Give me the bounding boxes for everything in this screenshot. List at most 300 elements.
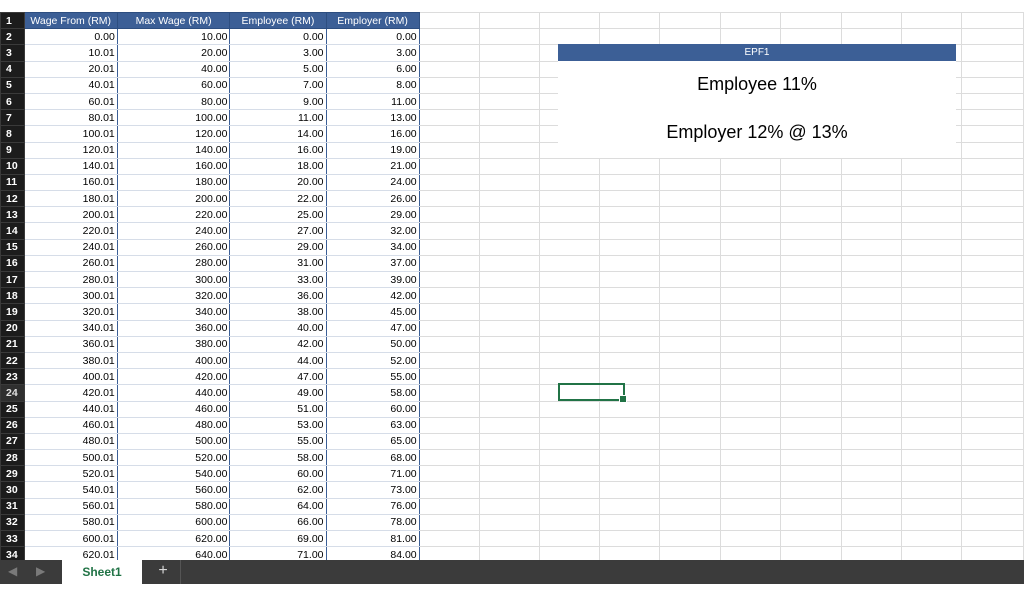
empty-cell[interactable] — [600, 239, 660, 255]
empty-cell[interactable] — [901, 272, 961, 288]
empty-cell[interactable] — [419, 466, 479, 482]
table-row[interactable] — [1, 498, 1024, 514]
empty-cell[interactable] — [961, 191, 1023, 207]
table-row[interactable] — [1, 433, 1024, 449]
data-cell[interactable]: 0.00 — [230, 29, 326, 45]
data-cell[interactable]: 140.00 — [117, 142, 230, 158]
empty-cell[interactable] — [721, 207, 781, 223]
data-cell[interactable]: 600.00 — [117, 514, 230, 530]
row-header[interactable]: 17 — [1, 272, 25, 288]
data-cell[interactable]: 29.00 — [230, 239, 326, 255]
empty-cell[interactable] — [961, 29, 1023, 45]
empty-cell[interactable] — [781, 547, 841, 560]
data-cell[interactable]: 36.00 — [230, 288, 326, 304]
data-cell[interactable]: 51.00 — [230, 401, 326, 417]
row-header[interactable]: 19 — [1, 304, 25, 320]
data-cell[interactable]: 500.00 — [117, 433, 230, 449]
table-row[interactable] — [1, 13, 1024, 29]
empty-cell[interactable] — [539, 191, 599, 207]
empty-cell[interactable] — [841, 514, 901, 530]
empty-cell[interactable] — [539, 466, 599, 482]
empty-cell[interactable] — [961, 498, 1023, 514]
empty-cell[interactable] — [419, 239, 479, 255]
empty-cell[interactable] — [539, 320, 599, 336]
empty-cell[interactable] — [781, 158, 841, 174]
empty-cell[interactable] — [539, 304, 599, 320]
empty-cell[interactable] — [901, 255, 961, 271]
table-row[interactable] — [1, 352, 1024, 368]
empty-cell[interactable] — [419, 288, 479, 304]
empty-cell[interactable] — [660, 401, 721, 417]
empty-cell[interactable] — [479, 126, 539, 142]
empty-cell[interactable] — [660, 547, 721, 560]
empty-cell[interactable] — [781, 336, 841, 352]
empty-cell[interactable] — [419, 29, 479, 45]
empty-cell[interactable] — [479, 433, 539, 449]
empty-cell[interactable] — [660, 174, 721, 190]
data-cell[interactable]: 140.01 — [24, 158, 117, 174]
data-cell[interactable]: 20.01 — [24, 61, 117, 77]
empty-cell[interactable] — [721, 272, 781, 288]
empty-cell[interactable] — [721, 450, 781, 466]
empty-cell[interactable] — [539, 255, 599, 271]
data-cell[interactable]: 260.00 — [117, 239, 230, 255]
empty-cell[interactable] — [961, 531, 1023, 547]
empty-cell[interactable] — [841, 352, 901, 368]
data-cell[interactable]: 60.00 — [117, 77, 230, 93]
empty-cell[interactable] — [600, 482, 660, 498]
data-cell[interactable]: 27.00 — [230, 223, 326, 239]
empty-cell[interactable] — [961, 401, 1023, 417]
empty-cell[interactable] — [419, 320, 479, 336]
empty-cell[interactable] — [660, 385, 721, 401]
empty-cell[interactable] — [539, 514, 599, 530]
empty-cell[interactable] — [539, 352, 599, 368]
empty-cell[interactable] — [841, 304, 901, 320]
empty-cell[interactable] — [721, 304, 781, 320]
empty-cell[interactable] — [841, 498, 901, 514]
empty-cell[interactable] — [479, 223, 539, 239]
row-header[interactable]: 24 — [1, 385, 25, 401]
empty-cell[interactable] — [660, 514, 721, 530]
row-header[interactable]: 11 — [1, 174, 25, 190]
row-header[interactable]: 2 — [1, 29, 25, 45]
data-cell[interactable]: 3.00 — [230, 45, 326, 61]
empty-cell[interactable] — [721, 352, 781, 368]
data-cell[interactable]: 39.00 — [326, 272, 419, 288]
table-row[interactable] — [1, 385, 1024, 401]
empty-cell[interactable] — [781, 450, 841, 466]
table-row[interactable] — [1, 417, 1024, 433]
empty-cell[interactable] — [721, 547, 781, 560]
empty-cell[interactable] — [901, 239, 961, 255]
empty-cell[interactable] — [721, 158, 781, 174]
column-header-cell[interactable]: Wage From (RM) — [24, 13, 117, 29]
row-header[interactable]: 28 — [1, 450, 25, 466]
table-row[interactable] — [1, 369, 1024, 385]
table-row[interactable] — [1, 174, 1024, 190]
empty-cell[interactable] — [419, 401, 479, 417]
empty-cell[interactable] — [419, 158, 479, 174]
data-cell[interactable]: 280.01 — [24, 272, 117, 288]
data-cell[interactable]: 300.00 — [117, 272, 230, 288]
column-header-cell[interactable]: Max Wage (RM) — [117, 13, 230, 29]
data-cell[interactable]: 160.01 — [24, 174, 117, 190]
empty-cell[interactable] — [419, 417, 479, 433]
empty-cell[interactable] — [841, 433, 901, 449]
data-cell[interactable]: 6.00 — [326, 61, 419, 77]
data-cell[interactable]: 340.00 — [117, 304, 230, 320]
row-header[interactable]: 27 — [1, 433, 25, 449]
data-cell[interactable]: 78.00 — [326, 514, 419, 530]
data-cell[interactable]: 55.00 — [326, 369, 419, 385]
empty-cell[interactable] — [600, 514, 660, 530]
empty-cell[interactable] — [961, 514, 1023, 530]
empty-cell[interactable] — [419, 369, 479, 385]
empty-cell[interactable] — [600, 336, 660, 352]
empty-cell[interactable] — [419, 498, 479, 514]
empty-cell[interactable] — [600, 207, 660, 223]
data-cell[interactable]: 73.00 — [326, 482, 419, 498]
data-cell[interactable]: 380.00 — [117, 336, 230, 352]
empty-cell[interactable] — [781, 433, 841, 449]
column-header-cell[interactable]: Employer (RM) — [326, 13, 419, 29]
data-cell[interactable]: 52.00 — [326, 352, 419, 368]
row-header[interactable]: 8 — [1, 126, 25, 142]
data-cell[interactable]: 21.00 — [326, 158, 419, 174]
data-cell[interactable]: 360.00 — [117, 320, 230, 336]
empty-cell[interactable] — [901, 401, 961, 417]
data-cell[interactable]: 34.00 — [326, 239, 419, 255]
empty-cell[interactable] — [961, 304, 1023, 320]
empty-cell[interactable] — [419, 336, 479, 352]
empty-cell[interactable] — [660, 223, 721, 239]
data-cell[interactable]: 10.01 — [24, 45, 117, 61]
data-cell[interactable]: 80.01 — [24, 110, 117, 126]
data-cell[interactable]: 320.00 — [117, 288, 230, 304]
empty-cell[interactable] — [841, 207, 901, 223]
empty-cell[interactable] — [841, 13, 901, 29]
empty-cell[interactable] — [781, 385, 841, 401]
empty-cell[interactable] — [841, 482, 901, 498]
data-cell[interactable]: 580.00 — [117, 498, 230, 514]
empty-cell[interactable] — [479, 142, 539, 158]
prev-sheet-icon[interactable]: ◀ — [8, 564, 18, 578]
table-row[interactable] — [1, 320, 1024, 336]
empty-cell[interactable] — [539, 547, 599, 560]
table-row[interactable] — [1, 191, 1024, 207]
empty-cell[interactable] — [479, 77, 539, 93]
empty-cell[interactable] — [841, 336, 901, 352]
empty-cell[interactable] — [600, 531, 660, 547]
data-cell[interactable]: 340.01 — [24, 320, 117, 336]
empty-cell[interactable] — [660, 369, 721, 385]
empty-cell[interactable] — [539, 223, 599, 239]
data-cell[interactable]: 640.00 — [117, 547, 230, 560]
empty-cell[interactable] — [901, 531, 961, 547]
data-cell[interactable]: 440.00 — [117, 385, 230, 401]
empty-cell[interactable] — [961, 61, 1023, 77]
data-cell[interactable]: 50.00 — [326, 336, 419, 352]
empty-cell[interactable] — [961, 385, 1023, 401]
empty-cell[interactable] — [479, 417, 539, 433]
empty-cell[interactable] — [721, 369, 781, 385]
empty-cell[interactable] — [419, 255, 479, 271]
empty-cell[interactable] — [419, 482, 479, 498]
empty-cell[interactable] — [660, 433, 721, 449]
empty-cell[interactable] — [961, 45, 1023, 61]
data-cell[interactable]: 31.00 — [230, 255, 326, 271]
empty-cell[interactable] — [539, 433, 599, 449]
empty-cell[interactable] — [961, 369, 1023, 385]
empty-cell[interactable] — [841, 369, 901, 385]
empty-cell[interactable] — [781, 13, 841, 29]
empty-cell[interactable] — [901, 547, 961, 560]
empty-cell[interactable] — [961, 207, 1023, 223]
row-header[interactable]: 15 — [1, 239, 25, 255]
data-cell[interactable]: 620.01 — [24, 547, 117, 560]
empty-cell[interactable] — [961, 110, 1023, 126]
empty-cell[interactable] — [479, 336, 539, 352]
empty-cell[interactable] — [841, 223, 901, 239]
table-row[interactable] — [1, 288, 1024, 304]
empty-cell[interactable] — [660, 466, 721, 482]
data-cell[interactable]: 200.01 — [24, 207, 117, 223]
row-header[interactable]: 22 — [1, 352, 25, 368]
data-cell[interactable]: 19.00 — [326, 142, 419, 158]
empty-cell[interactable] — [961, 272, 1023, 288]
empty-cell[interactable] — [600, 304, 660, 320]
empty-cell[interactable] — [721, 223, 781, 239]
empty-cell[interactable] — [600, 450, 660, 466]
data-cell[interactable]: 360.01 — [24, 336, 117, 352]
data-cell[interactable]: 76.00 — [326, 498, 419, 514]
empty-cell[interactable] — [419, 93, 479, 109]
empty-cell[interactable] — [781, 191, 841, 207]
data-cell[interactable]: 380.01 — [24, 352, 117, 368]
table-row[interactable] — [1, 207, 1024, 223]
data-cell[interactable]: 520.00 — [117, 450, 230, 466]
data-cell[interactable]: 480.00 — [117, 417, 230, 433]
empty-cell[interactable] — [841, 272, 901, 288]
data-cell[interactable]: 620.00 — [117, 531, 230, 547]
data-cell[interactable]: 40.00 — [117, 61, 230, 77]
data-cell[interactable]: 32.00 — [326, 223, 419, 239]
empty-cell[interactable] — [721, 336, 781, 352]
data-cell[interactable]: 240.01 — [24, 239, 117, 255]
table-row[interactable] — [1, 514, 1024, 530]
data-cell[interactable]: 80.00 — [117, 93, 230, 109]
empty-cell[interactable] — [781, 498, 841, 514]
data-cell[interactable]: 16.00 — [326, 126, 419, 142]
data-cell[interactable]: 58.00 — [230, 450, 326, 466]
empty-cell[interactable] — [419, 191, 479, 207]
empty-cell[interactable] — [721, 29, 781, 45]
data-cell[interactable]: 240.00 — [117, 223, 230, 239]
empty-cell[interactable] — [901, 369, 961, 385]
empty-cell[interactable] — [721, 401, 781, 417]
empty-cell[interactable] — [479, 272, 539, 288]
data-cell[interactable]: 14.00 — [230, 126, 326, 142]
row-header[interactable]: 7 — [1, 110, 25, 126]
data-cell[interactable]: 71.00 — [326, 466, 419, 482]
empty-cell[interactable] — [781, 207, 841, 223]
table-row[interactable] — [1, 401, 1024, 417]
empty-cell[interactable] — [961, 126, 1023, 142]
empty-cell[interactable] — [660, 498, 721, 514]
row-header[interactable]: 9 — [1, 142, 25, 158]
empty-cell[interactable] — [479, 239, 539, 255]
data-cell[interactable]: 540.00 — [117, 466, 230, 482]
empty-cell[interactable] — [961, 158, 1023, 174]
row-header[interactable]: 1 — [1, 13, 25, 29]
empty-cell[interactable] — [901, 13, 961, 29]
empty-cell[interactable] — [961, 93, 1023, 109]
empty-cell[interactable] — [660, 255, 721, 271]
data-cell[interactable]: 400.00 — [117, 352, 230, 368]
empty-cell[interactable] — [781, 29, 841, 45]
row-header[interactable]: 14 — [1, 223, 25, 239]
empty-cell[interactable] — [479, 369, 539, 385]
empty-cell[interactable] — [600, 417, 660, 433]
data-cell[interactable]: 49.00 — [230, 385, 326, 401]
empty-cell[interactable] — [479, 450, 539, 466]
empty-cell[interactable] — [600, 433, 660, 449]
empty-cell[interactable] — [479, 255, 539, 271]
row-header[interactable]: 20 — [1, 320, 25, 336]
data-cell[interactable]: 40.01 — [24, 77, 117, 93]
data-cell[interactable]: 60.00 — [230, 466, 326, 482]
empty-cell[interactable] — [600, 13, 660, 29]
table-row[interactable] — [1, 547, 1024, 560]
next-sheet-icon[interactable]: ▶ — [36, 564, 46, 578]
table-row[interactable] — [1, 158, 1024, 174]
empty-cell[interactable] — [479, 385, 539, 401]
empty-cell[interactable] — [961, 288, 1023, 304]
row-header[interactable]: 3 — [1, 45, 25, 61]
empty-cell[interactable] — [781, 223, 841, 239]
data-cell[interactable]: 37.00 — [326, 255, 419, 271]
empty-cell[interactable] — [660, 482, 721, 498]
data-cell[interactable]: 460.00 — [117, 401, 230, 417]
empty-cell[interactable] — [479, 401, 539, 417]
empty-cell[interactable] — [901, 207, 961, 223]
data-cell[interactable]: 120.00 — [117, 126, 230, 142]
empty-cell[interactable] — [721, 514, 781, 530]
table-row[interactable] — [1, 223, 1024, 239]
empty-cell[interactable] — [479, 482, 539, 498]
data-cell[interactable]: 84.00 — [326, 547, 419, 560]
empty-cell[interactable] — [539, 417, 599, 433]
sheet-tab-sheet1[interactable]: Sheet1 — [62, 560, 142, 584]
empty-cell[interactable] — [961, 142, 1023, 158]
data-cell[interactable]: 5.00 — [230, 61, 326, 77]
data-cell[interactable]: 11.00 — [230, 110, 326, 126]
data-cell[interactable]: 26.00 — [326, 191, 419, 207]
empty-cell[interactable] — [721, 239, 781, 255]
empty-cell[interactable] — [539, 450, 599, 466]
empty-cell[interactable] — [539, 272, 599, 288]
empty-cell[interactable] — [600, 320, 660, 336]
data-cell[interactable]: 66.00 — [230, 514, 326, 530]
empty-cell[interactable] — [419, 531, 479, 547]
fill-handle[interactable] — [619, 395, 627, 403]
empty-cell[interactable] — [781, 482, 841, 498]
empty-cell[interactable] — [419, 547, 479, 560]
empty-cell[interactable] — [660, 450, 721, 466]
empty-cell[interactable] — [539, 288, 599, 304]
empty-cell[interactable] — [419, 385, 479, 401]
empty-cell[interactable] — [600, 466, 660, 482]
empty-cell[interactable] — [600, 174, 660, 190]
empty-cell[interactable] — [901, 433, 961, 449]
empty-cell[interactable] — [961, 466, 1023, 482]
data-cell[interactable]: 0.00 — [24, 29, 117, 45]
empty-cell[interactable] — [419, 61, 479, 77]
data-cell[interactable]: 24.00 — [326, 174, 419, 190]
empty-cell[interactable] — [781, 514, 841, 530]
empty-cell[interactable] — [419, 352, 479, 368]
data-cell[interactable]: 120.01 — [24, 142, 117, 158]
empty-cell[interactable] — [600, 352, 660, 368]
empty-cell[interactable] — [600, 223, 660, 239]
data-cell[interactable]: 460.01 — [24, 417, 117, 433]
data-cell[interactable]: 300.01 — [24, 288, 117, 304]
table-row[interactable] — [1, 450, 1024, 466]
empty-cell[interactable] — [901, 352, 961, 368]
empty-cell[interactable] — [901, 336, 961, 352]
data-cell[interactable]: 40.00 — [230, 320, 326, 336]
column-header-cell[interactable]: Employee (RM) — [230, 13, 326, 29]
empty-cell[interactable] — [841, 320, 901, 336]
empty-cell[interactable] — [721, 288, 781, 304]
row-header[interactable]: 26 — [1, 417, 25, 433]
empty-cell[interactable] — [479, 13, 539, 29]
data-cell[interactable]: 280.00 — [117, 255, 230, 271]
empty-cell[interactable] — [901, 191, 961, 207]
empty-cell[interactable] — [539, 207, 599, 223]
empty-cell[interactable] — [901, 498, 961, 514]
empty-cell[interactable] — [841, 255, 901, 271]
empty-cell[interactable] — [961, 255, 1023, 271]
empty-cell[interactable] — [961, 239, 1023, 255]
empty-cell[interactable] — [660, 304, 721, 320]
empty-cell[interactable] — [781, 320, 841, 336]
empty-cell[interactable] — [660, 417, 721, 433]
empty-cell[interactable] — [901, 385, 961, 401]
empty-cell[interactable] — [961, 417, 1023, 433]
empty-cell[interactable] — [419, 223, 479, 239]
row-header[interactable]: 4 — [1, 61, 25, 77]
empty-cell[interactable] — [660, 531, 721, 547]
row-header[interactable]: 33 — [1, 531, 25, 547]
row-header[interactable]: 29 — [1, 466, 25, 482]
empty-cell[interactable] — [660, 158, 721, 174]
data-cell[interactable]: 400.01 — [24, 369, 117, 385]
table-row[interactable] — [1, 239, 1024, 255]
data-cell[interactable]: 100.01 — [24, 126, 117, 142]
data-cell[interactable]: 65.00 — [326, 433, 419, 449]
data-cell[interactable]: 22.00 — [230, 191, 326, 207]
empty-cell[interactable] — [961, 13, 1023, 29]
data-cell[interactable]: 64.00 — [230, 498, 326, 514]
empty-cell[interactable] — [660, 272, 721, 288]
empty-cell[interactable] — [539, 498, 599, 514]
empty-cell[interactable] — [841, 401, 901, 417]
empty-cell[interactable] — [479, 61, 539, 77]
table-row[interactable] — [1, 29, 1024, 45]
empty-cell[interactable] — [781, 272, 841, 288]
